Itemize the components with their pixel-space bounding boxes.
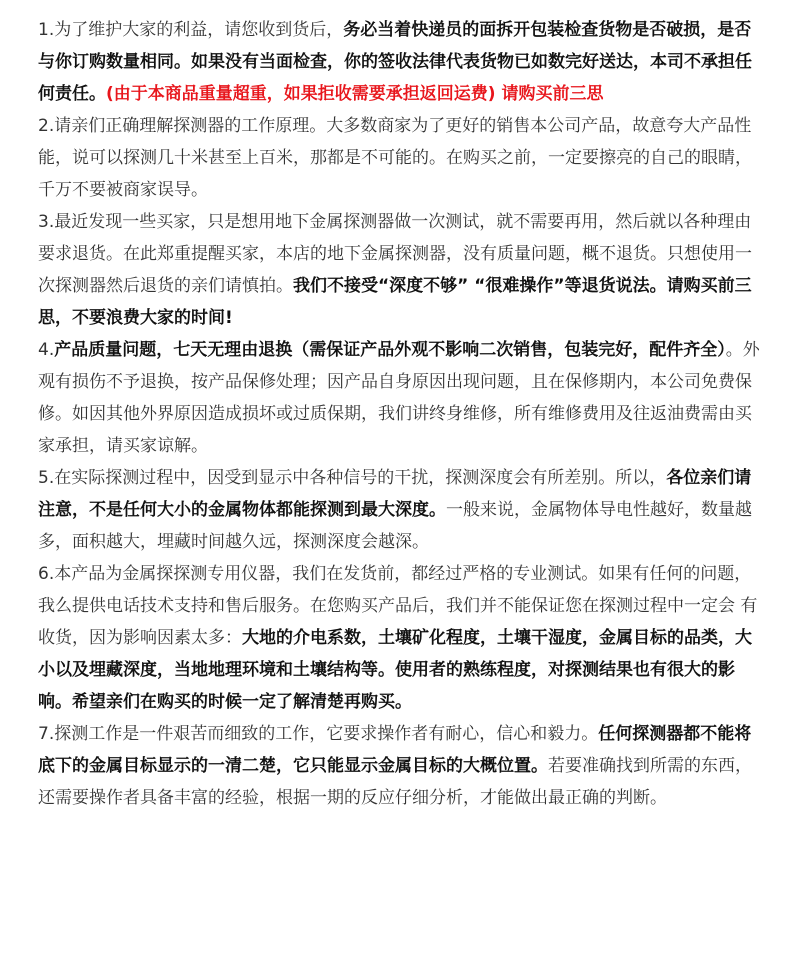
notice-paragraph-7 (38, 718, 762, 814)
notice-paragraph-1 (38, 14, 762, 110)
notice-paragraph-4 (38, 334, 762, 462)
notice-4-number: 4. (38, 340, 55, 360)
notice-4-bold: 产品质量问题，七天无理由退换（需保证产品外观不影响二次销售，包装完好，配件齐全） (54, 340, 726, 360)
notice-paragraph-2 (38, 110, 762, 206)
notice-2-text: 2.请亲们正确理解探测器的工作原理。大多数商家为了更好的销售本公司产品，故意夸大产品性能，说可以探测几十米甚至上百米，那都是不可能的。在购买之前，一定要擦亮的自己的眼睛，千万不要被商家误导。 (38, 116, 752, 200)
notice-7-text-b: 若要准确找到所需的东西，还需要操作者具备丰富的经验，根据一期的反应仔细分析，才能做出最正确的判断。 (38, 756, 752, 808)
notice-1-bold: 务必当着快递员的面拆开包装检查货物是否破损，是否与你订购数量相同。如果没有当面检查，你的签收法律代表货物已如数完好送达，本司不承担任何责任。 (38, 20, 752, 104)
notice-3-bold: 我们不接受“深度不够” “很难操作”等退货说法。请购买前三思，不要浪费大家的时间! (38, 276, 752, 328)
notice-5-bold: 各位亲们请注意，不是任何大小的金属物体都能探测到最大深度。 (38, 468, 752, 520)
notice-paragraph-6 (38, 558, 762, 718)
notice-5-text-a: 5.在实际探测过程中，因受到显示中各种信号的干扰，探测深度会有所差别。所以， (38, 468, 667, 488)
notice-6-bold: 大地的介电系数，土壤矿化程度，土壤干湿度，金属目标的品类，大小以及埋藏深度，当地地理环境和土壤结构等。使用者的熟练程度，对探测结果也有很大的影响。希望亲们在购买的时候一定了解清楚再购买。 (38, 628, 752, 712)
notice-5-text-b: 一般来说，金属物体导电性越好，数量越多，面积越大，埋藏时间越久远，探测深度会越深。 (38, 500, 752, 552)
notice-paragraph-5 (38, 462, 762, 558)
notice-3-text: 3.最近发现一些买家，只是想用地下金属探测器做一次测试，就不需要再用，然后就以各种理由要求退货。在此郑重提醒买家，本店的地下金属探测器，没有质量问题，概不退货。只想使用一次探测器然后退货的亲们请慎拍。 (38, 212, 752, 296)
notice-paragraph-3 (38, 206, 762, 334)
notice-1-text-a: 1.为了维护大家的利益，请您收到货后， (38, 20, 344, 40)
notice-7-bold: 任何探测器都不能将底下的金属目标显示的一清二楚，它只能显示金属目标的大概位置。 (38, 724, 752, 776)
notice-7-text-a: 7.探测工作是一件艰苦而细致的工作，它要求操作者有耐心，信心和毅力。 (38, 724, 599, 744)
notice-1-warning: (由于本商品重量超重，如果拒收需要承担返回运费) 请购买前三思 (106, 84, 604, 104)
notice-6-text: 6.本产品为金属探探测专用仪器，我们在发货前，都经过严格的专业测试。如果有任何的问题，我么提供电话技术支持和售后服务。在您购买产品后，我们并不能保证您在探测过程中一定会 有收货，因为影响因素太多： (38, 564, 758, 648)
notice-4-text: 。外观有损伤不予退换，按产品保修处理；因产品自身原因出现问题，且在保修期内，本公司免费保修。如因其他外界原因造成损坏或过质保期，我们讲终身维修，所有维修费用及往返油费需由买家承担，请买家谅解。 (38, 340, 760, 456)
